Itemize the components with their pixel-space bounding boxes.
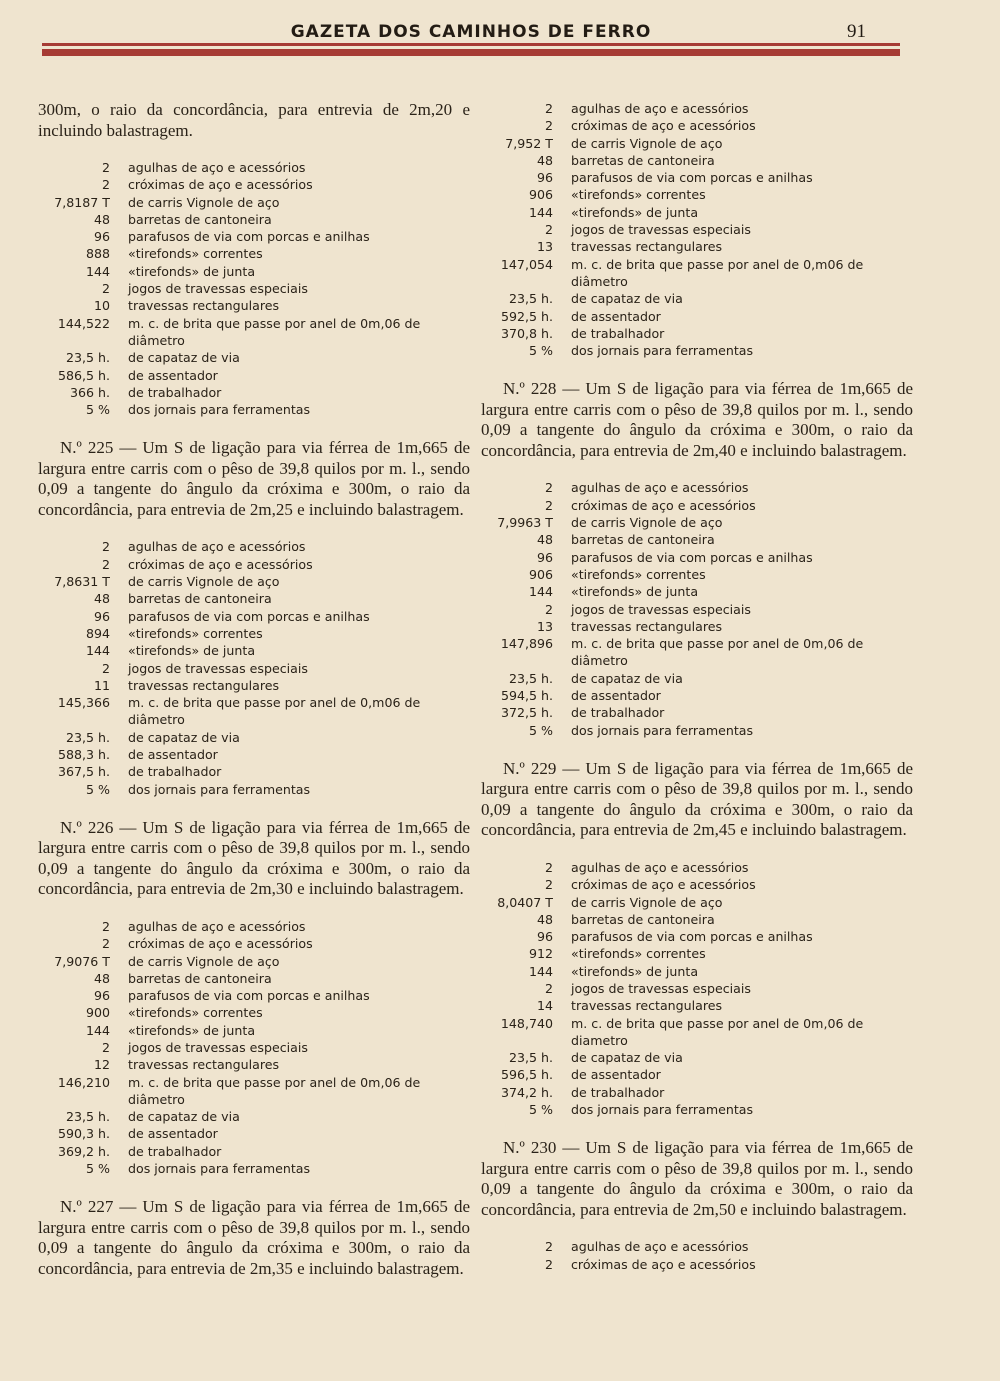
item-quantity: 2 bbox=[544, 118, 553, 134]
item-quantity: 48 bbox=[536, 532, 553, 548]
item-quantity: 10 bbox=[93, 298, 110, 314]
list-item bbox=[38, 746, 470, 763]
list-item bbox=[481, 308, 913, 325]
item-quantity: 7,9076 T bbox=[54, 953, 110, 969]
list-item bbox=[38, 660, 470, 677]
list-item bbox=[481, 945, 913, 962]
item-quantity: 96 bbox=[93, 988, 110, 1004]
list-item bbox=[481, 479, 913, 496]
item-description: m. c. de brita que passe por anel de 0m,06 de diâmetro bbox=[128, 1074, 421, 1107]
item-quantity: 23,5 h. bbox=[65, 350, 110, 366]
section-228-paragraph: N.º 228 — Um S de ligação para via férrea de 1m,665 de largura entre carris com o pêso de 39,8 quilos por m. l., sendo 0,09 a tangente do ângulo da cróxima e 300m, o raio da concordância, para entrevia de 2m,40 e incluindo balastragem. bbox=[481, 379, 913, 460]
item-quantity: 144 bbox=[85, 263, 110, 279]
item-description: parafusos de via com porcas e anilhas bbox=[571, 929, 813, 945]
item-quantity: 2 bbox=[544, 1256, 553, 1272]
list-item bbox=[481, 1015, 913, 1050]
list-item bbox=[481, 618, 913, 635]
item-quantity: 23,5 h. bbox=[508, 291, 553, 307]
item-description: de assentador bbox=[571, 1067, 661, 1083]
list-item bbox=[481, 531, 913, 548]
item-description: de trabalhador bbox=[128, 764, 222, 780]
item-quantity: 96 bbox=[536, 170, 553, 186]
item-quantity: 369,2 h. bbox=[57, 1143, 110, 1159]
item-description: de capataz de via bbox=[571, 670, 683, 686]
list-item bbox=[38, 176, 470, 193]
item-quantity: 590,3 h. bbox=[57, 1126, 110, 1142]
item-description: agulhas de aço e acessórios bbox=[571, 859, 749, 875]
materials-list bbox=[38, 159, 470, 418]
item-description: «tirefonds» correntes bbox=[571, 566, 706, 582]
item-description: travessas rectangulares bbox=[571, 998, 723, 1014]
list-item bbox=[38, 349, 470, 366]
right-column bbox=[481, 100, 913, 1293]
item-description: travessas rectangulares bbox=[128, 1057, 280, 1073]
item-quantity: 11 bbox=[93, 677, 110, 693]
list-item bbox=[38, 1039, 470, 1056]
item-quantity: 147,054 bbox=[500, 256, 553, 272]
item-quantity: 372,5 h. bbox=[500, 705, 553, 721]
item-quantity: 144 bbox=[528, 204, 553, 220]
item-description: travessas rectangulares bbox=[571, 618, 723, 634]
item-description: travessas rectangulares bbox=[128, 677, 280, 693]
item-quantity: 23,5 h. bbox=[508, 1050, 553, 1066]
list-item bbox=[481, 152, 913, 169]
list-item bbox=[481, 980, 913, 997]
list-item bbox=[38, 1160, 470, 1177]
item-description: travessas rectangulares bbox=[571, 239, 723, 255]
list-item bbox=[481, 169, 913, 186]
list-item bbox=[481, 186, 913, 203]
list-item bbox=[38, 401, 470, 418]
item-quantity: 48 bbox=[93, 211, 110, 227]
item-description: barretas de cantoneira bbox=[128, 211, 272, 227]
list-item bbox=[481, 1084, 913, 1101]
list-item bbox=[38, 538, 470, 555]
item-quantity: 5 % bbox=[529, 722, 553, 738]
list-item bbox=[38, 729, 470, 746]
item-description: cróximas de aço e acessórios bbox=[571, 118, 756, 134]
list-item bbox=[481, 497, 913, 514]
list-item bbox=[38, 608, 470, 625]
item-description: dos jornais para ferramentas bbox=[571, 343, 754, 359]
item-description: dos jornais para ferramentas bbox=[128, 402, 311, 418]
item-quantity: 144 bbox=[528, 963, 553, 979]
materials-list-225 bbox=[38, 538, 470, 797]
item-quantity: 894 bbox=[85, 625, 110, 641]
page-header bbox=[42, 18, 900, 62]
item-description: m. c. de brita que passe por anel de 0m,06 de diâmetro bbox=[128, 315, 421, 348]
list-item bbox=[38, 1108, 470, 1125]
materials-list-227 bbox=[481, 100, 913, 359]
item-description: dos jornais para ferramentas bbox=[571, 1102, 754, 1118]
item-description: dos jornais para ferramentas bbox=[128, 1161, 311, 1177]
list-item bbox=[38, 1022, 470, 1039]
item-quantity: 5 % bbox=[529, 1102, 553, 1118]
item-quantity: 2 bbox=[544, 877, 553, 893]
list-item bbox=[481, 566, 913, 583]
list-item bbox=[38, 297, 470, 314]
item-description: barretas de cantoneira bbox=[128, 970, 272, 986]
item-description: de carris Vignole de aço bbox=[571, 515, 723, 531]
item-description: m. c. de brita que passe por anel de 0m,06 de diametro bbox=[571, 1015, 864, 1048]
list-item bbox=[38, 763, 470, 780]
item-quantity: 367,5 h. bbox=[57, 764, 110, 780]
item-quantity: 2 bbox=[101, 556, 110, 572]
item-quantity: 5 % bbox=[86, 402, 110, 418]
item-quantity: 596,5 h. bbox=[500, 1067, 553, 1083]
journal-title: GAZETA DOS CAMINHOS DE FERRO bbox=[290, 22, 652, 42]
item-description: «tirefonds» correntes bbox=[128, 625, 263, 641]
list-item bbox=[481, 135, 913, 152]
list-item bbox=[481, 963, 913, 980]
item-quantity: 586,5 h. bbox=[57, 367, 110, 383]
item-quantity: 7,952 T bbox=[505, 135, 553, 151]
item-description: «tirefonds» correntes bbox=[128, 246, 263, 262]
item-description: de assentador bbox=[128, 747, 218, 763]
item-description: barretas de cantoneira bbox=[571, 152, 715, 168]
item-description: cróximas de aço e acessórios bbox=[128, 177, 313, 193]
list-item bbox=[481, 894, 913, 911]
item-quantity: 7,9963 T bbox=[497, 515, 553, 531]
list-item bbox=[481, 117, 913, 134]
item-quantity: 2 bbox=[544, 497, 553, 513]
list-item bbox=[481, 997, 913, 1014]
item-description: jogos de travessas especiais bbox=[128, 1039, 308, 1055]
item-quantity: 13 bbox=[536, 239, 553, 255]
item-description: cróximas de aço e acessórios bbox=[571, 497, 756, 513]
item-quantity: 2 bbox=[101, 918, 110, 934]
item-description: jogos de travessas especiais bbox=[128, 281, 308, 297]
item-description: de assentador bbox=[571, 308, 661, 324]
list-item bbox=[38, 781, 470, 798]
item-description: cróximas de aço e acessórios bbox=[128, 936, 313, 952]
item-quantity: 370,8 h. bbox=[500, 325, 553, 341]
item-description: de carris Vignole de aço bbox=[571, 894, 723, 910]
item-description: agulhas de aço e acessórios bbox=[571, 1239, 749, 1255]
list-item bbox=[38, 590, 470, 607]
item-description: parafusos de via com porcas e anilhas bbox=[571, 170, 813, 186]
section-230-paragraph: N.º 230 — Um S de ligação para via férrea de 1m,665 de largura entre carris com o pêso de 39,8 quilos por m. l., sendo 0,09 a tangente do ângulo da cróxima e 300m, o raio da concordância, para entrevia de 2m,50 e incluindo balastragem. bbox=[481, 1138, 913, 1219]
list-item bbox=[481, 687, 913, 704]
item-quantity: 13 bbox=[536, 618, 553, 634]
item-description: jogos de travessas especiais bbox=[571, 222, 751, 238]
list-item bbox=[481, 1238, 913, 1255]
item-quantity: 48 bbox=[93, 591, 110, 607]
item-description: de capataz de via bbox=[571, 1050, 683, 1066]
item-description: de assentador bbox=[571, 688, 661, 704]
header-rule-thin bbox=[42, 43, 900, 46]
item-description: agulhas de aço e acessórios bbox=[128, 160, 306, 175]
list-item bbox=[481, 549, 913, 566]
item-quantity: 2 bbox=[101, 160, 110, 175]
list-item bbox=[38, 970, 470, 987]
list-item bbox=[38, 384, 470, 401]
list-item bbox=[481, 514, 913, 531]
item-quantity: 2 bbox=[101, 539, 110, 555]
item-quantity: 2 bbox=[544, 480, 553, 496]
list-item bbox=[481, 1066, 913, 1083]
item-description: de carris Vignole de aço bbox=[571, 135, 723, 151]
list-item bbox=[38, 1143, 470, 1160]
item-quantity: 96 bbox=[93, 608, 110, 624]
list-item bbox=[38, 918, 470, 935]
materials-list-226 bbox=[38, 918, 470, 1177]
item-quantity: 2 bbox=[544, 101, 553, 116]
list-item bbox=[481, 911, 913, 928]
item-description: agulhas de aço e acessórios bbox=[571, 480, 749, 496]
item-quantity: 374,2 h. bbox=[500, 1084, 553, 1100]
item-description: parafusos de via com porcas e anilhas bbox=[128, 608, 370, 624]
item-quantity: 96 bbox=[536, 929, 553, 945]
list-item bbox=[481, 221, 913, 238]
item-description: de carris Vignole de aço bbox=[128, 194, 280, 210]
list-item bbox=[481, 1101, 913, 1118]
list-item bbox=[38, 245, 470, 262]
item-description: de carris Vignole de aço bbox=[128, 574, 280, 590]
item-quantity: 2 bbox=[544, 601, 553, 617]
list-item bbox=[38, 194, 470, 211]
item-description: de trabalhador bbox=[128, 1143, 222, 1159]
item-quantity: 2 bbox=[544, 1239, 553, 1255]
item-description: «tirefonds» de junta bbox=[571, 584, 699, 600]
item-quantity: 912 bbox=[528, 946, 553, 962]
item-quantity: 144 bbox=[528, 584, 553, 600]
item-quantity: 144 bbox=[85, 1022, 110, 1038]
list-item bbox=[481, 859, 913, 876]
intro-paragraph: 300m, o raio da concordância, para entrevia de 2m,20 e incluindo balastragem. bbox=[38, 100, 470, 140]
item-description: de trabalhador bbox=[571, 705, 665, 721]
list-item bbox=[38, 987, 470, 1004]
item-description: de assentador bbox=[128, 367, 218, 383]
item-description: dos jornais para ferramentas bbox=[128, 781, 311, 797]
left-column bbox=[38, 100, 470, 1297]
list-item bbox=[38, 642, 470, 659]
list-item bbox=[481, 583, 913, 600]
item-quantity: 23,5 h. bbox=[65, 1109, 110, 1125]
item-quantity: 48 bbox=[93, 970, 110, 986]
item-description: cróximas de aço e acessórios bbox=[571, 877, 756, 893]
item-description: «tirefonds» de junta bbox=[571, 204, 699, 220]
list-item bbox=[38, 625, 470, 642]
item-quantity: 5 % bbox=[86, 781, 110, 797]
list-item bbox=[38, 953, 470, 970]
item-description: «tirefonds» de junta bbox=[571, 963, 699, 979]
list-item bbox=[481, 256, 913, 291]
item-quantity: 906 bbox=[528, 187, 553, 203]
item-quantity: 2 bbox=[101, 281, 110, 297]
item-description: dos jornais para ferramentas bbox=[571, 722, 754, 738]
item-description: agulhas de aço e acessórios bbox=[128, 918, 306, 934]
list-item bbox=[481, 342, 913, 359]
item-description: cróximas de aço e acessórios bbox=[128, 556, 313, 572]
list-item bbox=[481, 928, 913, 945]
list-item bbox=[38, 556, 470, 573]
list-item bbox=[38, 677, 470, 694]
list-item bbox=[38, 935, 470, 952]
item-quantity: 588,3 h. bbox=[57, 747, 110, 763]
list-item bbox=[38, 263, 470, 280]
list-item bbox=[38, 211, 470, 228]
item-description: agulhas de aço e acessórios bbox=[571, 101, 749, 116]
item-description: de carris Vignole de aço bbox=[128, 953, 280, 969]
item-quantity: 145,366 bbox=[57, 695, 110, 711]
item-description: de assentador bbox=[128, 1126, 218, 1142]
item-quantity: 14 bbox=[536, 998, 553, 1014]
item-quantity: 900 bbox=[85, 1005, 110, 1021]
list-item bbox=[38, 367, 470, 384]
list-item bbox=[481, 1049, 913, 1066]
item-quantity: 366 h. bbox=[69, 384, 110, 400]
item-description: cróximas de aço e acessórios bbox=[571, 1256, 756, 1272]
materials-list-228 bbox=[481, 479, 913, 738]
item-description: de trabalhador bbox=[571, 1084, 665, 1100]
item-quantity: 2 bbox=[101, 660, 110, 676]
item-description: parafusos de via com porcas e anilhas bbox=[128, 988, 370, 1004]
item-quantity: 2 bbox=[101, 1039, 110, 1055]
item-quantity: 144,522 bbox=[57, 315, 110, 331]
item-quantity: 144 bbox=[85, 643, 110, 659]
item-description: de capataz de via bbox=[571, 291, 683, 307]
section-225-paragraph: N.º 225 — Um S de ligação para via férrea de 1m,665 de largura entre carris com o pêso de 39,8 quilos por m. l., sendo 0,09 a tangente do ângulo da cróxima e 300m, o raio da concordância, para entrevia de 2m,25 e incluindo balastragem. bbox=[38, 438, 470, 519]
item-description: m. c. de brita que passe por anel de 0,m06 de diâmetro bbox=[571, 256, 864, 289]
list-item bbox=[481, 100, 913, 117]
item-quantity: 23,5 h. bbox=[508, 670, 553, 686]
item-description: de capataz de via bbox=[128, 729, 240, 745]
list-item bbox=[481, 325, 913, 342]
header-rule-thick bbox=[42, 49, 900, 56]
list-item bbox=[481, 204, 913, 221]
item-quantity: 5 % bbox=[86, 1161, 110, 1177]
item-description: «tirefonds» de junta bbox=[128, 643, 256, 659]
item-quantity: 23,5 h. bbox=[65, 729, 110, 745]
list-item bbox=[481, 876, 913, 893]
list-item bbox=[38, 228, 470, 245]
materials-list-229 bbox=[481, 859, 913, 1118]
item-quantity: 594,5 h. bbox=[500, 688, 553, 704]
item-description: de trabalhador bbox=[571, 325, 665, 341]
list-item bbox=[38, 159, 470, 176]
item-quantity: 48 bbox=[536, 911, 553, 927]
item-description: travessas rectangulares bbox=[128, 298, 280, 314]
list-item bbox=[481, 238, 913, 255]
list-item bbox=[38, 1125, 470, 1142]
item-quantity: 5 % bbox=[529, 343, 553, 359]
list-item bbox=[38, 573, 470, 590]
item-quantity: 888 bbox=[85, 246, 110, 262]
item-quantity: 147,896 bbox=[500, 636, 553, 652]
item-description: jogos de travessas especiais bbox=[128, 660, 308, 676]
section-226-paragraph: N.º 226 — Um S de ligação para via férrea de 1m,665 de largura entre carris com o pêso de 39,8 quilos por m. l., sendo 0,09 a tangente do ângulo da cróxima e 300m, o raio da concordância, para entrevia de 2m,30 e incluindo balastragem. bbox=[38, 817, 470, 899]
item-description: de trabalhador bbox=[128, 384, 222, 400]
item-description: barretas de cantoneira bbox=[571, 532, 715, 548]
section-229-paragraph: N.º 229 — Um S de ligação para via férrea de 1m,665 de largura entre carris com o pêso de 39,8 quilos por m. l., sendo 0,09 a tangente do ângulo da cróxima e 300m, o raio da concordância, para entrevia de 2m,45 e incluindo balastragem. bbox=[481, 758, 913, 840]
item-quantity: 592,5 h. bbox=[500, 308, 553, 324]
item-quantity: 7,8631 T bbox=[54, 574, 110, 590]
item-quantity: 48 bbox=[536, 152, 553, 168]
list-item bbox=[481, 635, 913, 670]
item-quantity: 96 bbox=[93, 229, 110, 245]
item-description: barretas de cantoneira bbox=[571, 911, 715, 927]
item-description: m. c. de brita que passe por anel de 0,m06 de diâmetro bbox=[128, 695, 421, 728]
item-quantity: 906 bbox=[528, 566, 553, 582]
list-item bbox=[38, 1074, 470, 1109]
item-quantity: 2 bbox=[101, 936, 110, 952]
item-description: «tirefonds» correntes bbox=[571, 187, 706, 203]
list-item bbox=[481, 704, 913, 721]
list-item bbox=[38, 1056, 470, 1073]
item-quantity: 8,0407 T bbox=[497, 894, 553, 910]
item-description: «tirefonds» de junta bbox=[128, 1022, 256, 1038]
item-description: agulhas de aço e acessórios bbox=[128, 539, 306, 555]
item-description: «tirefonds» de junta bbox=[128, 263, 256, 279]
materials-list-230 bbox=[481, 1238, 913, 1273]
item-description: de capataz de via bbox=[128, 350, 240, 366]
section-227-paragraph: N.º 227 — Um S de ligação para via férrea de 1m,665 de largura entre carris com o pêso de 39,8 quilos por m. l., sendo 0,09 a tangente do ângulo da cróxima e 300m, o raio da concordância, para entrevia de 2m,35 e incluindo balastragem. bbox=[38, 1197, 470, 1278]
item-quantity: 96 bbox=[536, 549, 553, 565]
item-quantity: 146,210 bbox=[57, 1074, 110, 1090]
item-description: m. c. de brita que passe por anel de 0m,06 de diâmetro bbox=[571, 636, 864, 669]
item-quantity: 2 bbox=[544, 859, 553, 875]
list-item bbox=[38, 694, 470, 729]
item-description: jogos de travessas especiais bbox=[571, 980, 751, 996]
page-number: 91 bbox=[847, 21, 866, 42]
list-item bbox=[481, 722, 913, 739]
item-description: «tirefonds» correntes bbox=[571, 946, 706, 962]
item-quantity: 12 bbox=[93, 1057, 110, 1073]
list-item bbox=[38, 1004, 470, 1021]
list-item bbox=[481, 670, 913, 687]
list-item bbox=[481, 290, 913, 307]
list-item bbox=[481, 601, 913, 618]
list-item bbox=[38, 280, 470, 297]
item-quantity: 2 bbox=[101, 177, 110, 193]
item-quantity: 2 bbox=[544, 222, 553, 238]
item-description: jogos de travessas especiais bbox=[571, 601, 751, 617]
list-item bbox=[481, 1256, 913, 1273]
item-description: parafusos de via com porcas e anilhas bbox=[571, 549, 813, 565]
item-description: «tirefonds» correntes bbox=[128, 1005, 263, 1021]
item-quantity: 2 bbox=[544, 980, 553, 996]
item-description: barretas de cantoneira bbox=[128, 591, 272, 607]
item-description: parafusos de via com porcas e anilhas bbox=[128, 229, 370, 245]
item-quantity: 148,740 bbox=[500, 1015, 553, 1031]
item-quantity: 7,8187 T bbox=[54, 194, 110, 210]
item-description: de capataz de via bbox=[128, 1109, 240, 1125]
list-item bbox=[38, 315, 470, 350]
